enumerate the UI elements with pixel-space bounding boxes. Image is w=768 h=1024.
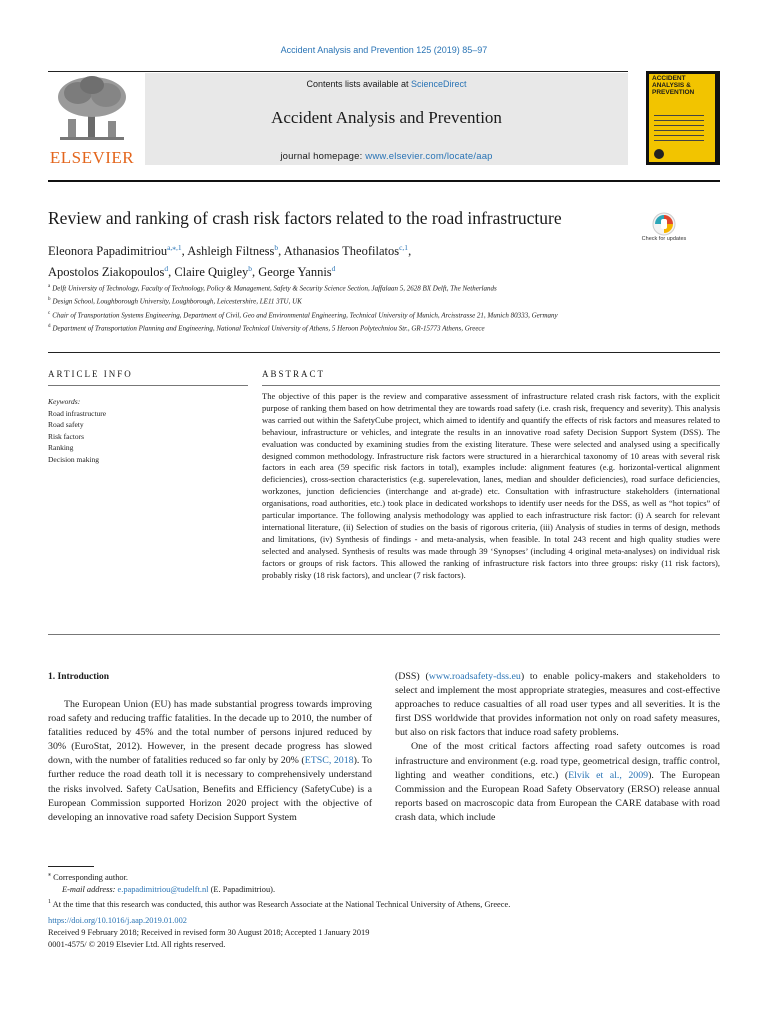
author-name[interactable]: Apostolos Ziakopoulos [48,265,165,280]
author-affil-sup[interactable]: b [248,264,253,274]
text-span: ). The European Commission and the European Road Safety Observatory (ERSO) release annual reports based on macroscopic data from European the CARE database with road crash data, which include [395,769,720,823]
affiliation-item [48,308,668,321]
author-name[interactable]: George Yannis [258,265,332,280]
footnote-corresponding: ⁎ Corresponding author. [48,872,128,882]
footnotes [48,869,708,911]
affiliation-item [48,321,668,334]
cover-badge-icon [654,149,664,159]
affiliation-label: b [48,297,51,303]
affiliation-list [48,281,668,334]
footnote-text: Corresponding author. [53,872,128,882]
author-separator: , [408,244,412,259]
affiliation-label: c [48,310,51,316]
crossmark-icon[interactable] [644,212,684,252]
affiliation-text: Chair of Transportation Systems Engineering, Department of Civil, Geo and Environmental Engineering, Technical University of Munich, Arcisstrasse 21, Munich 80333, Germany [52,310,558,319]
body-column-right [395,670,720,825]
affiliation-label: a [48,284,51,289]
journal-cover-thumbnail[interactable] [646,71,720,165]
article-info-rule [48,385,248,386]
author-separator: , [278,244,284,259]
author-name[interactable]: Claire Quigley [174,265,249,280]
paragraph [48,698,372,825]
journal-title: Accident Analysis and Prevention [271,108,502,127]
text-span: ). To further reduce the road death toll it is necessary to comprehensively understand the risks involved. Safety CaUsation, Benefits and Efficiency (SafetyCube) is a European Commission supported Horizon 2020 project with the objective of developing an innovative road safety Decision Support System [48,755,373,823]
author-affil-sup[interactable]: c,1 [399,243,409,252]
article-info-heading: ARTICLE INFO [48,369,133,379]
author-name[interactable]: Athanasios Theofilatos [283,244,400,259]
keyword-item: Risk factors [48,431,85,441]
footnote-rule [48,866,94,867]
footnote-email [48,884,708,896]
introduction-heading: 1. Introduction [48,672,110,682]
keywords-label: Keywords: [48,397,81,406]
journal-citation[interactable]: Accident Analysis and Prevention 125 (2019) 85–97 [280,45,488,55]
text-span: One of the most critical factors affecting road safety outcomes is road infrastructure and environment (e.g. road type, geometrical design, traffic control, lighting and weather conditions, etc.) ( [395,741,720,781]
author-separator: , [181,244,188,259]
doi-block [48,915,708,951]
email-suffix: (E. Papadimitriou). [208,884,276,894]
crossmark-label: Check for updates [641,236,687,242]
text-span: (DSS) ( [395,671,429,682]
footnote-1: $^1$ At the time that this research was conducted, this author was Research Associate at the National Technical University of Athens, Greece. [48,898,511,909]
author-affil-sup[interactable]: a,⁎,1 [167,243,182,252]
affiliation-label: d [48,323,51,329]
affiliation-text: Delft University of Technology, Faculty of Technology, Policy & Management, Safety & Security Science Section, Jaffalaan 5, 2628 BX Delft, The Netherlands [52,284,497,293]
homepage-line [145,151,628,162]
email-link[interactable]: e.papadimitriou@tudelft.nl [117,884,209,894]
author-name[interactable]: Ashleigh Filtness [187,244,275,259]
external-link[interactable]: www.roadsafety-dss.eu [428,671,521,682]
keyword-item: Road infrastructure [48,408,107,418]
text-span: The European Union (EU) has made substantial progress towards improving road safety and reducing traffic fatalities. In the decade up to 2010, the number of fatalities reduced by 45% and the total number of persons injured reduced by 30% (EuroStat, 2012). However, in the present decade progress has slowed down, with the number of fatalities reduced so far only by 20% ( [48,699,372,767]
abstract-text: The objective of this paper is the review and comparative assessment of infrastructure related crash risk factors, with the explicit purpose of ranking them based on how detrimental they are towards road safety (i.e. crash risk, frequency and severity). This analysis was carried out within the SafetyCube project, which aimed to identify and quantify the effects of risk factors and measures related to behaviour, infrastructure or vehicles, and integrate the results in an innovative road safety Decision Support System (DSS). The evaluation was conducted by examining studies from the existing literature. These were selected and analysed using a specifically designed common methodology. Infrastructure risk factors were structured in a hierarchical taxonomy of 10 areas with several risk factors in each area (59 specific risk factors in total), examples include: alignment features (e.g. horizontal-vertical alignment deficiencies), cross-section characteristics (e.g. superelevation, lanes, median and shoulder deficiencies), road surface deficiencies, workzones, junction deficiencies (interchange and at-grade) etc. Consultation with infrastructure stakeholders (international organisations, road authorities, etc.) took place in dedicated workshops to identify user needs for the DSS, as well as “hot topics” of particular importance. The following analysis methodology was applied to each infrastructure risk factor: (i) A search for relevant international literature, (ii) Selection of studies on the basis of rigorous criteria, (iii) Analysis of studies in terms of design, methods and limitations, (iv) Synthesis of findings - and meta-analysis, when feasible. In total 243 recent and high quality studies were selected and analysed. Synthesis of results was made through 39 ‘Synopses’ (including 4 original meta-analyses) on individual risk factors or groups of risk factors. This allowed the ranking of infrastructure risk factors into three groups: risky (11 risk factors), probably risky (18 risk factors), and unclear (7 risk factors). [262,391,720,580]
text-span: ) to enable policy-makers and stakeholders to select and implement the most appropriate strategies, measures and cost-effective approaches to reduce casualties of all road user types and all severities. It is the first DSS worldwide that provides information not only on road safety measures, but also on risk factors that induce road safety problems. [395,671,720,739]
body-column-left [48,698,372,825]
contents-prefix: Contents lists available at [306,79,412,89]
keyword-item: Ranking [48,443,74,452]
contents-line [145,79,628,89]
homepage-link[interactable]: www.elsevier.com/locate/aap [365,151,493,162]
author-affil-sup[interactable]: d [331,264,336,274]
header-rule [48,71,628,72]
publisher-name: ELSEVIER [49,148,135,167]
homepage-prefix: journal homepage: [280,151,366,162]
paragraph [395,670,720,740]
email-label: E-mail address: [62,884,118,894]
cover-text-lines [654,115,704,145]
copyright: 0001-4575/ © 2019 Elsevier Ltd. All rights reserved. [48,940,226,949]
article-title: Review and ranking of crash risk factors related to the road infrastructure [48,208,562,228]
affiliation-text: Design School, Loughborough University, Loughborough, Leicestershire, LE11 3TU, UK [52,297,302,306]
abstract-heading: ABSTRACT [262,369,326,379]
doi-link[interactable]: https://doi.org/10.1016/j.aap.2019.01.002 [48,916,187,925]
author-separator: , [252,265,259,280]
footnote-text: At the time that this research was conducted, this author was Research Associate at the National Technical University of Athens, Greece. [52,899,511,909]
author-list [48,239,648,281]
citation-link[interactable]: Elvik et al., 2009 [568,769,649,781]
author-separator: , [168,265,175,280]
cover-title: ACCIDENT ANALYSIS & PREVENTION [652,75,695,96]
citation-link[interactable]: ETSC, 2018 [304,755,354,767]
sciencedirect-link[interactable]: ScienceDirect [411,79,467,89]
abstract-rule [262,385,720,386]
received-dates: Received 9 February 2018; Received in revised form 30 August 2018; Accepted 1 January 2019 [48,928,370,937]
section-divider [48,352,720,353]
paragraph [395,740,720,825]
author-name[interactable]: Eleonora Papadimitriou [48,244,168,259]
affiliation-text: Department of Transportation Planning and Engineering, National Technical University of Athens, 5 Heroon Polytechniou Str., GR-15773 Athens, Greece [52,324,485,333]
header-rule-thick [48,180,720,182]
keyword-item: Decision making [48,454,100,464]
author-affil-sup[interactable]: b [274,243,279,252]
abstract-bottom-rule [48,634,720,635]
keyword-item: Road safety [48,420,84,429]
affiliation-item [48,281,668,294]
keywords-block [48,396,248,465]
author-affil-sup[interactable]: d [164,264,169,274]
affiliation-item [48,294,668,307]
